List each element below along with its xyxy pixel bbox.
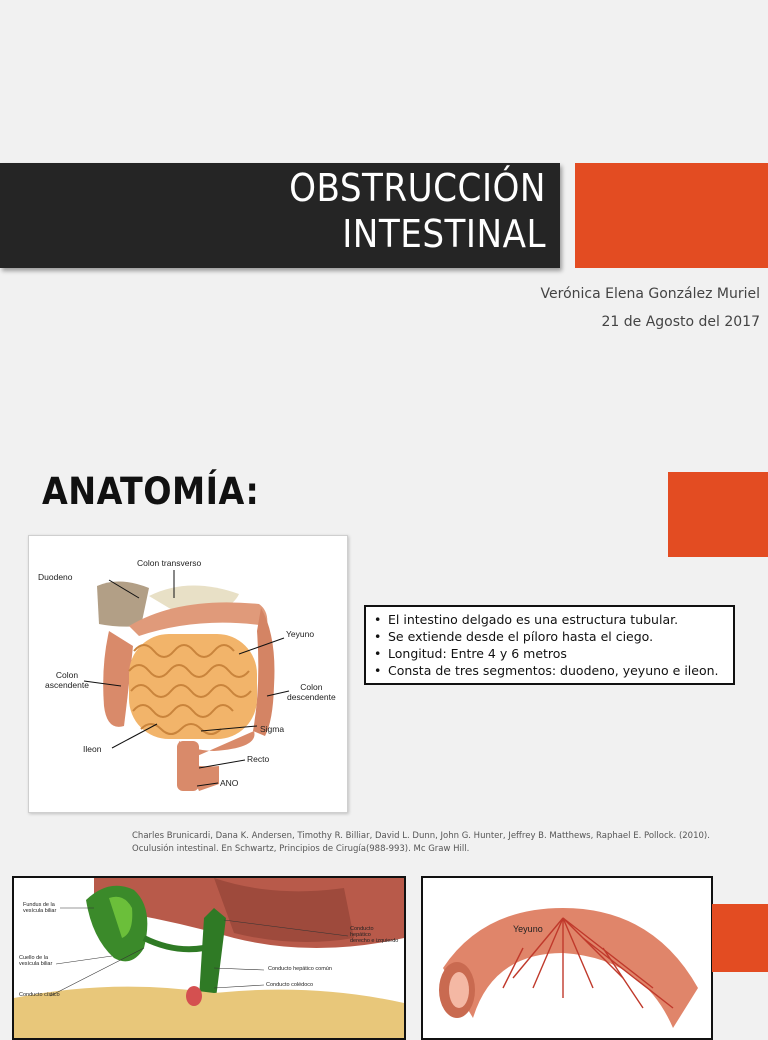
author-block bbox=[541, 280, 760, 336]
author-name: Verónica Elena González Muriel bbox=[540, 286, 760, 302]
label-hepatico: Conducto hepático derecho e izquierdo bbox=[350, 926, 399, 944]
label-recto: Recto bbox=[247, 754, 270, 764]
bullet-item: • Longitud: Entre 4 y 6 metros bbox=[372, 645, 727, 662]
slide-title bbox=[289, 165, 546, 257]
biliary-figure bbox=[12, 876, 406, 1040]
title-line-2: INTESTINAL bbox=[342, 212, 546, 256]
bullet-item: • Consta de tres segmentos: duodeno, yeyuno e ileon. bbox=[372, 662, 727, 679]
label-ano: ANO bbox=[220, 778, 239, 788]
biliary-illustration bbox=[14, 878, 404, 1038]
accent-block-top bbox=[575, 163, 768, 268]
label-duodeno: Duodeno bbox=[38, 572, 73, 582]
label-coledoco: Conducto colédoco bbox=[266, 982, 314, 988]
bullet-item: • Se extiende desde el píloro hasta el ciego. bbox=[372, 628, 727, 645]
label-colon-ascendente: Colon ascendente bbox=[45, 670, 89, 690]
label-ileon: Ileon bbox=[83, 744, 102, 754]
bullet-list bbox=[372, 611, 727, 679]
accent-block-bottom bbox=[712, 904, 768, 972]
accent-block-middle bbox=[668, 472, 768, 557]
label-colon-descendente: Colon descendente bbox=[287, 682, 336, 702]
citation-line-2: Oculusión intestinal. En Schwartz, Principios de Cirugía(988-993). Mc Graw Hill. bbox=[132, 844, 470, 854]
title-line-1: OBSTRUCCIÓN bbox=[289, 166, 546, 210]
label-fundus: Fundus de la vesícula biliar bbox=[23, 902, 57, 914]
jejunum-illustration bbox=[423, 878, 711, 1038]
title-bar bbox=[0, 163, 560, 268]
label-cistico: Conducto cístico bbox=[19, 992, 60, 998]
label-colon-transverso: Colon transverso bbox=[137, 558, 202, 568]
citation bbox=[132, 830, 732, 856]
label-cuello: Cuello de la vesícula biliar bbox=[19, 955, 53, 967]
bullet-item: • El intestino delgado es una estructura tubular. bbox=[372, 611, 727, 628]
section-heading: ANATOMÍA: bbox=[42, 470, 260, 513]
bullet-box bbox=[364, 605, 735, 685]
jejunum-figure bbox=[421, 876, 713, 1040]
intestine-figure bbox=[28, 535, 348, 813]
label-sigma: Sigma bbox=[260, 724, 285, 734]
presentation-date: 21 de Agosto del 2017 bbox=[601, 314, 760, 330]
label-hepatico-comun: Conducto hepático común bbox=[268, 966, 332, 972]
citation-line-1: Charles Brunicardi, Dana K. Andersen, Timothy R. Billiar, David L. Dunn, John G. Hunter, Jeffrey B. Matthews, Raphael E. Pollock. (2010). bbox=[132, 831, 710, 841]
label-yeyuno-fig3: Yeyuno bbox=[513, 924, 543, 934]
label-yeyuno: Yeyuno bbox=[286, 629, 315, 639]
